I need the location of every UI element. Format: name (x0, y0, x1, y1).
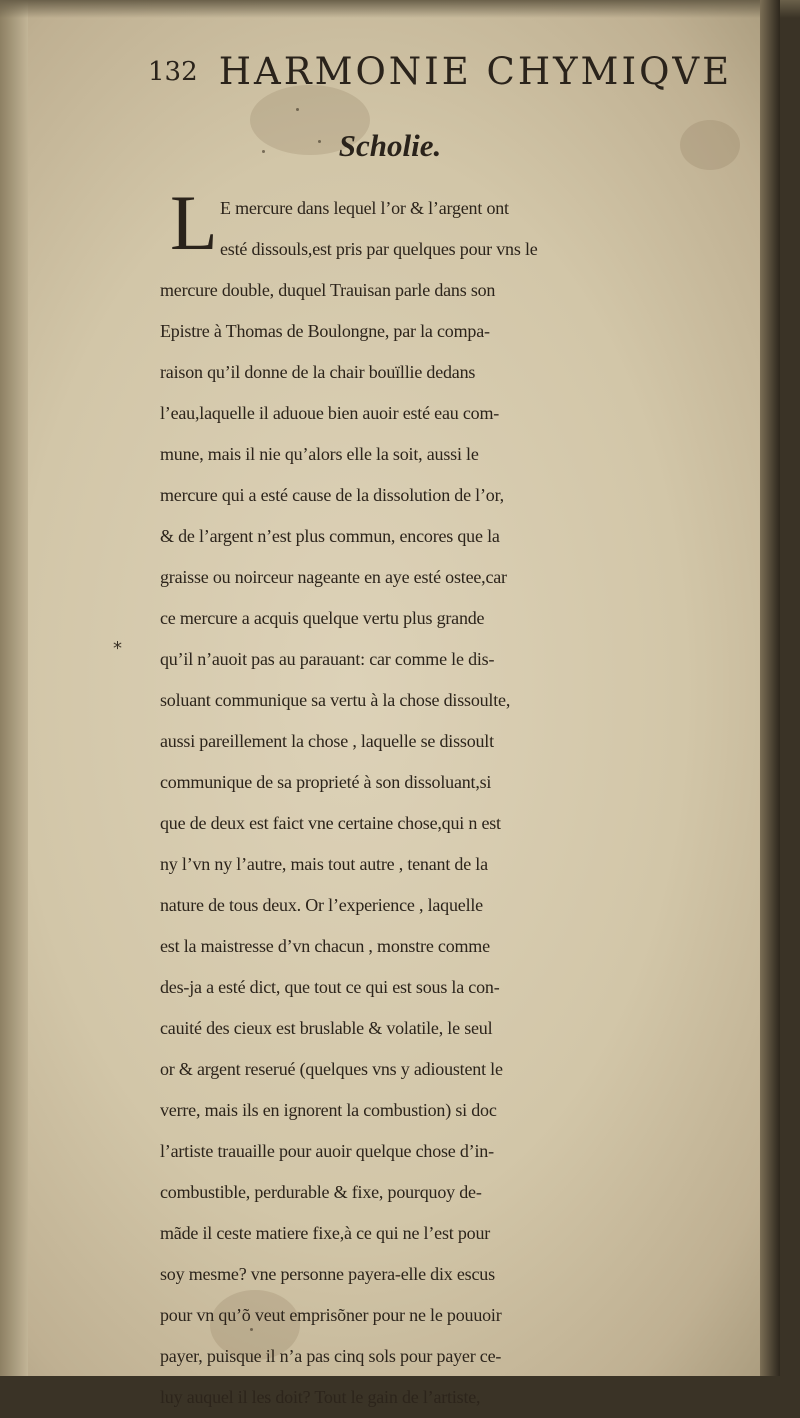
text-line: soy mesme? vne personne payera-elle dix escus (160, 1264, 495, 1284)
text-line: luy auquel il les doit? Tout le gain de l’artiste, (160, 1387, 481, 1407)
text-line: aussi pareillement la chose , laquelle se dissoult (160, 731, 494, 751)
drop-cap: L (170, 179, 218, 266)
text-line: que de deux est faict vne certaine chose,qui n est (160, 813, 501, 833)
text-line: mercure qui a esté cause de la dissolution de l’or, (160, 485, 504, 505)
text-line: des-ja a esté dict, que tout ce qui est sous la con- (160, 977, 500, 997)
text-line: & de l’argent n’est plus commun, encores que la (160, 526, 500, 546)
running-title: HARMONIE CHYMIQVE (218, 50, 733, 93)
text-line: payer, puisque il n’a pas cinq sols pour payer ce- (160, 1346, 502, 1366)
text-line: mãde il ceste matiere fixe,à ce qui ne l’est pour (160, 1223, 491, 1243)
text-line: or & argent reserué (quelques vns y adioustent le (160, 1059, 503, 1079)
text-line: qu’il n’auoit pas au parauant: car comme le dis- (160, 649, 495, 669)
page-number: 132 (148, 57, 198, 87)
text-line: cauité des cieux est bruslable & volatile, le seul (160, 1018, 493, 1038)
page-header (148, 50, 732, 93)
text-line: nature de tous deux. Or l’experience , laquelle (160, 895, 483, 915)
text-line: ny l’vn ny l’autre, mais tout autre , tenant de la (160, 854, 488, 874)
text-line: graisse ou noirceur nageante en aye esté ostee,car (160, 567, 507, 587)
section-title: Scholie. (338, 128, 442, 163)
body-text (160, 188, 788, 1418)
text-line: mune, mais il nie qu’alors elle la soit, aussi le (160, 444, 479, 464)
text-line: est la maistresse d’vn chacun , monstre comme (160, 936, 490, 956)
text-line: combustible, perdurable & fixe, pourquoy de- (160, 1182, 482, 1202)
page-top-edge (0, 0, 800, 18)
margin-asterisk: * (113, 638, 122, 659)
page-gutter (0, 0, 28, 1376)
text-line: esté dissouls,est pris par quelques pour vns le (220, 239, 538, 259)
ink-speck (296, 108, 299, 111)
text-line: l’eau,laquelle il aduoue bien auoir esté eau com- (160, 403, 500, 423)
text-line: ce mercure a acquis quelque vertu plus grande (160, 608, 485, 628)
text-line: Epistre à Thomas de Boulongne, par la compa- (160, 321, 490, 341)
text-line: soluant communique sa vertu à la chose dissoulte, (160, 690, 511, 710)
text-line: pour vn qu’õ veut emprisõner pour ne le pouuoir (160, 1305, 502, 1325)
text-line: raison qu’il donne de la chair bouïllie dedans (160, 362, 476, 382)
text-line: verre, mais ils en ignorent la combustion) si doc (160, 1100, 497, 1120)
text-line: communique de sa proprieté à son dissoluant,si (160, 772, 492, 792)
text-line: mercure double, duquel Trauisan parle dans son (160, 280, 496, 300)
text-line: l’artiste trauaille pour auoir quelque chose d’in- (160, 1141, 494, 1161)
text-line: E mercure dans lequel l’or & l’argent ont (220, 198, 509, 218)
